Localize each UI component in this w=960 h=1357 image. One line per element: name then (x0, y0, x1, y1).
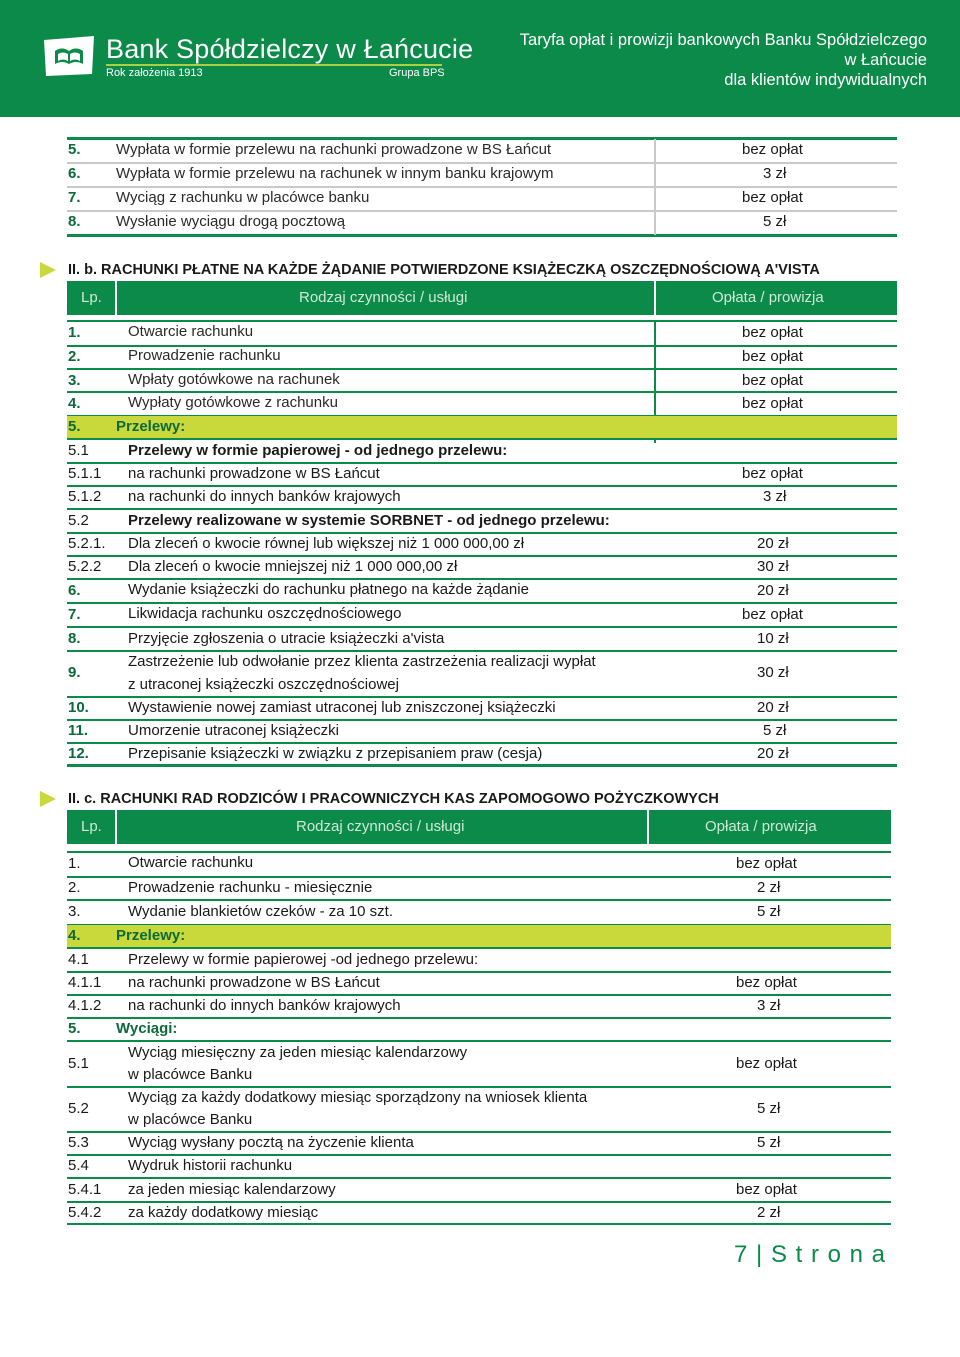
title-line: Taryfa opłat i prowizji bankowych Banku Spółdzielczego (519, 31, 927, 49)
row-divider (67, 508, 897, 510)
row-fee: bez opłat (742, 606, 803, 623)
row-lp: 12. (68, 745, 89, 762)
row-divider (67, 438, 897, 440)
row-lp: 1. (68, 324, 81, 341)
bank-name: Bank Spółdzielczy w Łańcucie (106, 34, 474, 64)
row-lp: 5.2 (68, 1100, 89, 1117)
section-title-b: II. b. RACHUNKI PŁATNE NA KAŻDE ŻĄDANIE POTWIERDZONE KSIĄŻECZKĄ OSZCZĘDNOŚCIOWĄ A'VISTA (68, 262, 820, 278)
row-fee: bez opłat (736, 1181, 797, 1198)
row-desc-line2: z utraconej książeczki oszczędnościowej (128, 676, 399, 693)
row-fee: bez opłat (742, 372, 803, 389)
row-fee: bez opłat (742, 348, 803, 365)
row-lp: 4.1.1 (68, 974, 102, 991)
col-fee-header: Opłata / prowizja (705, 818, 817, 835)
section-title-c: II. c. RACHUNKI RAD RODZICÓW I PRACOWNICZYCH KAS ZAPOMOGOWO POŻYCZKOWYCH (68, 791, 719, 807)
row-desc-line2: w placówce Banku (128, 1111, 253, 1128)
row-divider (67, 971, 891, 973)
row-desc: Wypłata w formie przelewu na rachunki prowadzone w BS Łańcut (116, 141, 552, 158)
row-fee: bez opłat (736, 855, 797, 872)
row-desc: Otwarcie rachunku (128, 323, 254, 340)
table-header-c (67, 810, 891, 844)
highlight-row (67, 925, 891, 947)
row-fee: 20 zł (757, 699, 789, 716)
row-desc: Wyciąg miesięczny za jeden miesiąc kalendarzowy (128, 1044, 468, 1061)
row-divider (67, 391, 897, 393)
row-divider (67, 1131, 891, 1133)
row-lp: 5.1 (68, 1055, 89, 1072)
row-desc: Przelewy realizowane w systemie SORBNET - od jednego przelewu: (128, 512, 610, 529)
row-lp: 9. (68, 664, 81, 681)
row-divider (67, 186, 897, 188)
row-divider (67, 899, 891, 901)
group-text: Grupa BPS (389, 67, 445, 79)
row-desc: Wysłanie wyciągu drogą pocztową (116, 213, 346, 230)
row-desc: Wpłaty gotówkowe na rachunek (128, 371, 340, 388)
row-divider (67, 555, 897, 557)
row-divider (67, 602, 897, 604)
row-lp: 5.2 (68, 512, 89, 529)
row-lp: 2. (68, 348, 81, 365)
row-desc: Wypłaty gotówkowe z rachunku (128, 394, 338, 411)
row-desc: Dla zleceń o kwocie równej lub większej niż 1 000 000,00 zł (128, 535, 525, 552)
row-divider (67, 742, 897, 744)
row-lp: 7. (68, 606, 81, 623)
row-lp: 5.1.2 (68, 488, 102, 505)
row-desc: Umorzenie utraconej książeczki (128, 722, 339, 739)
row-lp: 2. (68, 879, 81, 896)
row-lp: 5.1 (68, 442, 89, 459)
row-fee: bez opłat (736, 974, 797, 991)
row-divider (67, 368, 897, 370)
row-lp: 8. (68, 213, 81, 230)
table-header-b (67, 281, 897, 315)
row-lp: 5. (68, 141, 81, 158)
row-lp: 3. (68, 903, 81, 920)
row-lp: 5.1.1 (68, 465, 102, 482)
row-lp: 4. (68, 395, 81, 412)
row-lp: 5.2.2 (68, 558, 102, 575)
row-divider (67, 462, 897, 464)
row-desc: Dla zleceń o kwocie mniejszej niż 1 000 000,00 zł (128, 558, 458, 575)
row-fee: bez opłat (742, 141, 803, 158)
row-divider (67, 876, 891, 878)
row-fee: bez opłat (736, 1055, 797, 1072)
row-divider (67, 719, 897, 721)
row-desc: Wystawienie nowej zamiast utraconej lub zniszczonej książeczki (128, 699, 556, 716)
row-divider (67, 210, 897, 212)
row-divider (67, 650, 897, 652)
row-divider (67, 1040, 891, 1042)
row-fee: 20 zł (757, 582, 789, 599)
row-desc: Wyciąg za każdy dodatkowy miesiąc sporządzony na wniosek klienta (128, 1089, 588, 1106)
row-desc: Otwarcie rachunku (128, 854, 254, 871)
row-desc: Wyciągi: (116, 1020, 178, 1037)
row-fee: 20 zł (757, 745, 789, 762)
col-desc-header: Rodzaj czynności / usługi (299, 289, 468, 306)
row-desc: Likwidacja rachunku oszczędnościowego (128, 605, 402, 622)
row-desc: Wypłata w formie przelewu na rachunek w innym banku krajowym (116, 165, 554, 182)
row-lp: 4.1.2 (68, 997, 102, 1014)
row-divider (67, 532, 897, 534)
row-fee: 30 zł (757, 558, 789, 575)
row-fee: 3 zł (757, 997, 781, 1014)
row-fee: 10 zł (757, 630, 789, 647)
row-divider (67, 578, 897, 580)
row-lp: 7. (68, 189, 81, 206)
row-divider (67, 947, 891, 949)
table-top-border (67, 851, 891, 853)
table-bottom-border (67, 234, 897, 237)
row-desc: Przelewy: (116, 418, 186, 435)
row-desc: Wyciąg z rachunku w placówce banku (116, 189, 370, 206)
row-desc: Przyjęcie zgłoszenia o utracie książeczki a'vista (128, 630, 445, 647)
row-divider (67, 626, 897, 628)
row-fee: 5 zł (763, 213, 787, 230)
row-fee: bez opłat (742, 395, 803, 412)
row-desc: Wydruk historii rachunku (128, 1157, 293, 1174)
row-lp: 8. (68, 630, 81, 647)
document-title (520, 30, 927, 90)
row-lp: 4.1 (68, 951, 89, 968)
row-divider (67, 1201, 891, 1203)
row-lp: 11. (68, 722, 89, 739)
row-fee: 2 zł (757, 879, 781, 896)
row-fee: 5 zł (757, 903, 781, 920)
row-desc: na rachunki do innych banków krajowych (128, 997, 401, 1014)
row-fee: bez opłat (742, 189, 803, 206)
row-lp: 4. (68, 927, 81, 944)
row-fee: 3 zł (763, 488, 787, 505)
row-fee: 5 zł (763, 722, 787, 739)
col-fee-header: Opłata / prowizja (712, 289, 824, 306)
row-lp: 5. (68, 1020, 81, 1037)
row-desc: Zastrzeżenie lub odwołanie przez klienta zastrzeżenia realizacji wypłat (128, 653, 596, 670)
header-divider (654, 281, 656, 315)
row-desc: Przepisanie książeczki w związku z przepisaniem praw (cesja) (128, 745, 543, 762)
row-desc: Przelewy w formie papierowej -od jednego przelewu: (128, 951, 479, 968)
founded-text: Rok założenia 1913 (106, 67, 203, 79)
highlight-row (67, 416, 897, 438)
row-lp: 5.2.1. (68, 535, 106, 552)
row-lp: 3. (68, 372, 81, 389)
row-divider (67, 696, 897, 698)
row-fee: 5 zł (757, 1134, 781, 1151)
row-lp: 10. (68, 699, 89, 716)
row-desc: Prowadzenie rachunku - miesięcznie (128, 879, 373, 896)
row-lp: 1. (68, 855, 81, 872)
row-desc: Wyciąg wysłany pocztą na życzenie klienta (128, 1134, 414, 1151)
col-lp-header: Lp. (81, 289, 102, 306)
row-lp: 5.4.2 (68, 1204, 102, 1221)
col-desc-header: Rodzaj czynności / usługi (296, 818, 465, 835)
row-divider (67, 485, 897, 487)
page-header (0, 0, 960, 117)
row-divider (67, 994, 891, 996)
row-fee: 2 zł (757, 1204, 781, 1221)
header-divider (647, 810, 649, 844)
row-desc: Przelewy: (116, 927, 186, 944)
row-fee: bez opłat (742, 465, 803, 482)
row-divider (67, 1017, 891, 1019)
row-divider (67, 162, 897, 164)
page-number: 7 | S t r o n a (734, 1241, 886, 1268)
row-lp: 6. (68, 165, 81, 182)
section-arrow-icon (38, 260, 58, 280)
row-fee: 20 zł (757, 535, 789, 552)
row-fee: 3 zł (763, 165, 787, 182)
row-desc: na rachunki prowadzone w BS Łańcut (128, 974, 380, 991)
logo-divider (106, 64, 442, 66)
row-fee: 5 zł (757, 1100, 781, 1117)
row-lp: 5.3 (68, 1134, 89, 1151)
row-lp: 5.4 (68, 1157, 89, 1174)
row-desc: za jeden miesiąc kalendarzowy (128, 1181, 336, 1198)
title-line: w Łańcucie (844, 51, 927, 69)
row-divider (67, 1154, 891, 1156)
row-divider (67, 1086, 891, 1088)
column-divider (654, 139, 656, 235)
row-fee: bez opłat (742, 324, 803, 341)
row-desc: na rachunki do innych banków krajowych (128, 488, 401, 505)
row-desc-line2: w placówce Banku (128, 1066, 253, 1083)
bank-logo-icon (40, 34, 98, 78)
col-lp-header: Lp. (81, 818, 102, 835)
row-lp: 5.4.1 (68, 1181, 102, 1198)
title-line: dla klientów indywidualnych (724, 71, 927, 89)
row-desc: Przelewy w formie papierowej - od jednego przelewu: (128, 442, 508, 459)
table-top-border (67, 320, 897, 322)
row-desc: Prowadzenie rachunku (128, 347, 281, 364)
row-divider (67, 1223, 891, 1225)
header-divider (115, 810, 117, 844)
row-desc: na rachunki prowadzone w BS Łańcut (128, 465, 380, 482)
header-divider (115, 281, 117, 315)
section-arrow-icon (38, 789, 58, 809)
row-desc: Wydanie książeczki do rachunku płatnego na każde żądanie (128, 581, 529, 598)
table-top-border (67, 137, 897, 140)
row-desc: Wydanie blankietów czeków - za 10 szt. (128, 903, 393, 920)
table-bottom-border (67, 764, 897, 767)
row-fee: 30 zł (757, 664, 789, 681)
row-divider (67, 1177, 891, 1179)
row-lp: 6. (68, 582, 81, 599)
row-desc: za każdy dodatkowy miesiąc (128, 1204, 319, 1221)
row-lp: 5. (68, 418, 81, 435)
